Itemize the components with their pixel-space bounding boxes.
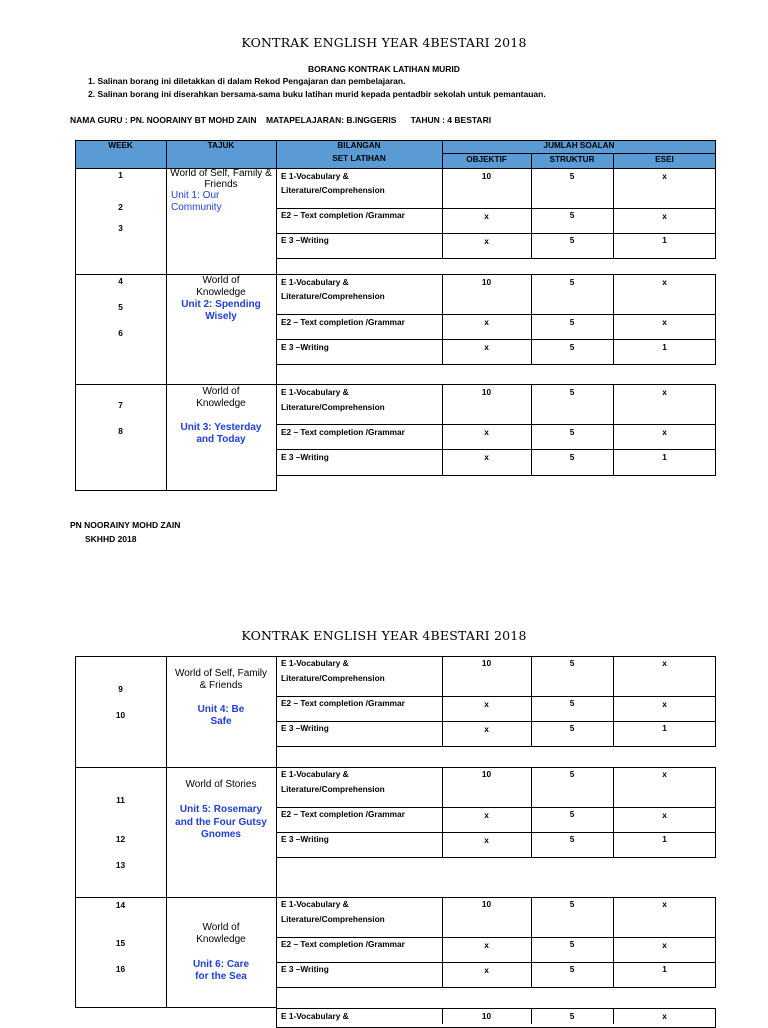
str-value: 5	[569, 723, 575, 733]
str-value: 5	[569, 939, 575, 949]
obj-value: x	[484, 342, 489, 352]
esei-value: x	[662, 211, 667, 221]
str-value: 5	[569, 427, 575, 437]
week-16: 16	[115, 964, 126, 974]
esei-value: x	[662, 317, 667, 327]
week-10: 10	[115, 710, 126, 720]
tajuk-unit-2: Unit 2: Spending Wisely	[181, 299, 261, 322]
str-value: 5	[569, 235, 575, 245]
teacher-info-line: NAMA GURU : PN. NOORAINY BT MOHD ZAIN MATAPELAJARAN: B.INGGERIS TAHUN : 4 BESTARI	[70, 115, 492, 125]
esei-value: x	[662, 658, 667, 668]
week-8: 8	[118, 426, 123, 436]
signature-school: SKHHD 2018	[85, 534, 137, 544]
esei-value: 1	[662, 834, 667, 844]
tajuk-unit-4: Unit 4: Be Safe	[197, 704, 245, 727]
str-value: 5	[569, 342, 575, 352]
week-1: 1	[118, 170, 123, 180]
esei-value: x	[662, 1011, 667, 1021]
signature-name: PN NOORAINY MOHD ZAIN	[70, 520, 181, 530]
set-e1: E 1-Vocabulary &	[281, 1011, 349, 1021]
tajuk-theme-1: World of Self, Family & Friends	[170, 168, 272, 190]
set-e2: E2 – Text completion /Grammar	[281, 210, 405, 220]
str-value: 5	[569, 899, 575, 909]
str-value: 5	[569, 964, 575, 974]
esei-value: x	[662, 277, 667, 287]
esei-value: 1	[662, 235, 667, 245]
esei-value: x	[662, 171, 667, 181]
tajuk-theme-3: World of Knowledge	[196, 386, 246, 409]
obj-value: x	[484, 940, 489, 950]
set-e1: E 1-Vocabulary & Literature/Comprehension	[281, 658, 385, 683]
tajuk-unit-6: Unit 6: Care for the Sea	[192, 959, 250, 982]
set-e1: E 1-Vocabulary & Literature/Comprehension	[281, 171, 385, 195]
set-e1: E 1-Vocabulary & Literature/Comprehension	[281, 387, 385, 412]
esei-value: x	[662, 899, 667, 909]
set-e2: E2 – Text completion /Grammar	[281, 427, 405, 437]
week-9: 9	[118, 684, 123, 694]
obj-value: x	[484, 699, 489, 709]
str-value: 5	[569, 317, 575, 327]
esei-value: 1	[662, 342, 667, 352]
tajuk-unit-5: Unit 5: Rosemary and the Four Gutsy Gnomes	[175, 804, 267, 840]
header-bilangan-1: BILANGAN	[337, 141, 381, 150]
tajuk-theme-6: World of Knowledge	[196, 922, 246, 945]
obj-value: x	[484, 965, 489, 975]
header-week: WEEK	[108, 141, 133, 150]
obj-value: 10	[481, 658, 492, 668]
set-e2: E2 – Text completion /Grammar	[281, 317, 405, 327]
week-12: 12	[115, 834, 126, 844]
set-e3: E 3 –Writing	[281, 342, 329, 352]
week-14: 14	[115, 900, 126, 910]
set-e2: E2 – Text completion /Grammar	[281, 809, 405, 819]
obj-value: x	[484, 810, 489, 820]
week-2: 2	[118, 202, 123, 212]
str-value: 5	[569, 171, 575, 181]
header-jumlah: JUMLAH SOALAN	[543, 141, 615, 150]
str-value: 5	[569, 809, 575, 819]
tajuk-theme-4: World of Self, Family & Friends	[174, 668, 268, 691]
note-2: 2. Salinan borang ini diserahkan bersama-sama buku latihan murid kepada pentadbir sekolah untuk pemantauan.	[88, 89, 546, 99]
header-bilangan-2: SET LATIHAN	[332, 154, 386, 163]
obj-value: x	[484, 835, 489, 845]
esei-value: x	[662, 427, 667, 437]
tajuk-theme-5: World of Stories	[185, 779, 257, 790]
obj-value: 10	[481, 899, 492, 909]
str-value: 5	[569, 698, 575, 708]
set-e1: E 1-Vocabulary & Literature/Comprehension	[281, 277, 385, 301]
form-subtitle: BORANG KONTRAK LATIHAN MURID	[308, 64, 460, 74]
str-value: 5	[569, 1011, 575, 1021]
header-tajuk: TAJUK	[207, 141, 235, 150]
tajuk-unit-3: Unit 3: Yesterday and Today	[180, 422, 262, 445]
week-3: 3	[118, 223, 123, 233]
obj-value: 10	[481, 769, 492, 779]
obj-value: x	[484, 724, 489, 734]
esei-value: 1	[662, 723, 667, 733]
week-6: 6	[118, 328, 123, 338]
set-e3: E 3 –Writing	[281, 723, 329, 733]
set-e3: E 3 –Writing	[281, 964, 329, 974]
obj-value: x	[484, 452, 489, 462]
set-e2: E2 – Text completion /Grammar	[281, 939, 405, 949]
str-value: 5	[569, 387, 575, 397]
set-e3: E 3 –Writing	[281, 235, 329, 245]
esei-value: 1	[662, 452, 667, 462]
esei-value: x	[662, 940, 667, 950]
set-e2: E2 – Text completion /Grammar	[281, 698, 405, 708]
obj-value: 10	[481, 1011, 492, 1021]
esei-value: 1	[662, 964, 667, 974]
header-struktur: STRUKTUR	[549, 155, 595, 164]
str-value: 5	[569, 452, 575, 462]
header-esei: ESEI	[655, 155, 674, 164]
str-value: 5	[569, 277, 575, 287]
obj-value: 10	[481, 171, 492, 181]
page-title: KONTRAK ENGLISH YEAR 4BESTARI 2018	[241, 35, 527, 50]
str-value: 5	[569, 834, 575, 844]
set-e3: E 3 –Writing	[281, 452, 329, 462]
week-7: 7	[118, 400, 123, 410]
group-6-left	[75, 897, 277, 1008]
esei-value: x	[662, 699, 667, 709]
page-title: KONTRAK ENGLISH YEAR 4BESTARI 2018	[241, 628, 527, 643]
set-e1: E 1-Vocabulary & Literature/Comprehension	[281, 899, 385, 924]
set-e3: E 3 –Writing	[281, 834, 329, 844]
week-13: 13	[115, 860, 126, 870]
obj-value: x	[484, 317, 489, 327]
esei-value: x	[662, 387, 667, 397]
header-objektif: OBJEKTIF	[466, 155, 507, 164]
set-e1: E 1-Vocabulary & Literature/Comprehension	[281, 769, 385, 794]
str-value: 5	[569, 210, 575, 220]
obj-value: 10	[481, 277, 492, 287]
week-15: 15	[115, 938, 126, 948]
tajuk-theme-2: World of Knowledge	[196, 275, 246, 298]
esei-value: x	[662, 810, 667, 820]
str-value: 5	[569, 658, 575, 668]
week-11: 11	[116, 795, 125, 805]
obj-value: x	[484, 427, 489, 437]
note-1: 1. Salinan borang ini diletakkan di dalam Rekod Pengajaran dan pembelajaran.	[88, 76, 406, 86]
week-4: 4	[118, 276, 123, 286]
obj-value: 10	[481, 387, 492, 397]
obj-value: x	[484, 211, 489, 221]
tajuk-unit-1: Unit 1: Our Community	[171, 190, 222, 213]
str-value: 5	[569, 769, 575, 779]
week-5: 5	[118, 302, 123, 312]
obj-value: x	[484, 236, 489, 246]
esei-value: x	[662, 769, 667, 779]
